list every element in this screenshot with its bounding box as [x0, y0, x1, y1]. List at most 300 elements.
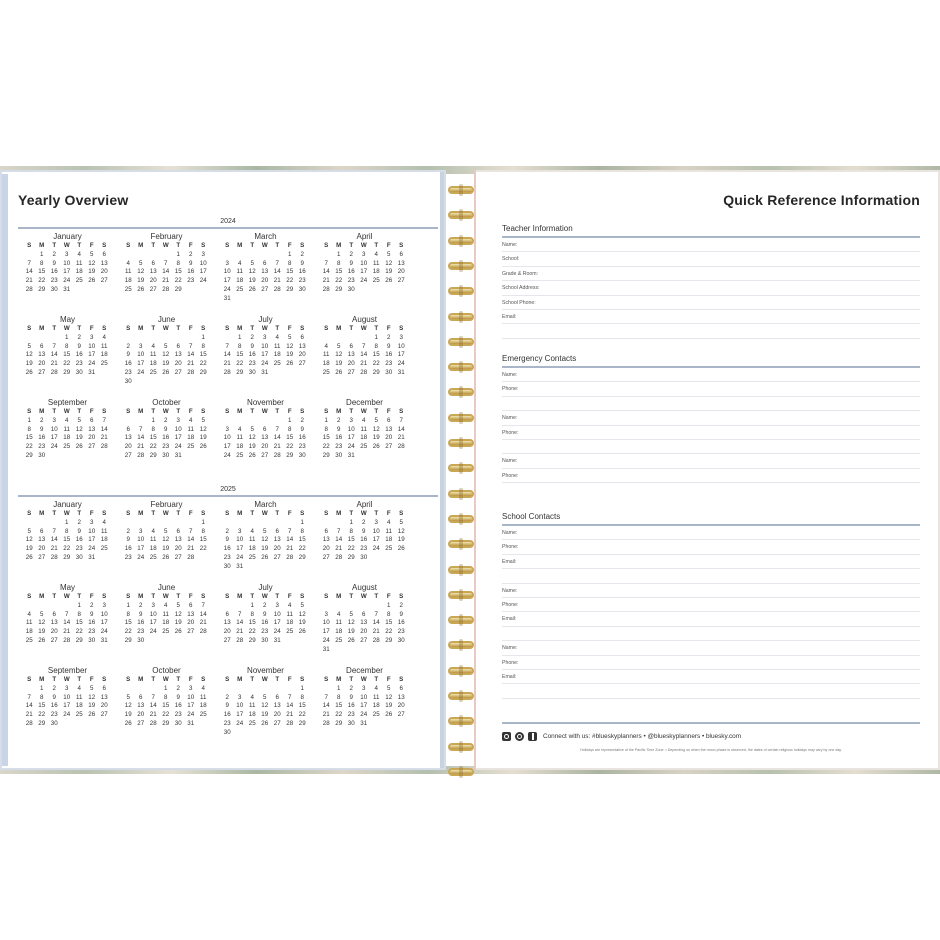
day-number: 18: [100, 351, 108, 359]
day-number: 25: [149, 368, 157, 376]
day-number: 23: [298, 277, 306, 285]
weekday-header: S: [324, 408, 329, 415]
spiral-ring: [448, 313, 474, 321]
day-grid: [122, 510, 216, 563]
day-number: 5: [374, 416, 378, 424]
month-calendar: [216, 232, 315, 315]
day-number: 1: [77, 601, 81, 609]
day-number: 31: [100, 636, 108, 644]
day-number: 7: [189, 342, 193, 350]
day-blank: [135, 519, 148, 528]
day-number: 3: [362, 250, 366, 258]
pinterest-icon[interactable]: [515, 732, 524, 741]
day-number: 7: [102, 416, 106, 424]
day-number: 9: [126, 351, 130, 359]
day-number: 26: [261, 719, 269, 727]
day-number: 21: [162, 277, 170, 285]
day-number: 9: [126, 536, 130, 544]
day-number: 31: [347, 451, 355, 459]
day-blank: [234, 417, 247, 426]
day-number: 23: [162, 443, 170, 451]
form-field-line[interactable]: Email:: [502, 310, 920, 324]
day-blank: [48, 602, 61, 611]
day-number: 31: [360, 719, 368, 727]
form-field-line[interactable]: Email:: [502, 555, 920, 569]
form-field-line[interactable]: School Address:: [502, 281, 920, 295]
day-number: 14: [162, 268, 170, 276]
day-number: 18: [236, 443, 244, 451]
day-grid: [23, 593, 117, 646]
day-number: 4: [362, 416, 366, 424]
blank-line[interactable]: [502, 569, 920, 583]
instagram-icon[interactable]: [502, 732, 511, 741]
day-number: 2: [250, 333, 254, 341]
month-calendar: [18, 398, 117, 481]
day-number: 3: [90, 518, 94, 526]
day-number: 22: [335, 711, 343, 719]
day-number: 17: [223, 277, 231, 285]
day-number: 8: [126, 610, 130, 618]
day-number: 1: [337, 684, 341, 692]
day-number: 8: [288, 259, 292, 267]
day-number: 17: [322, 628, 330, 636]
day-blank: [36, 602, 49, 611]
day-number: 3: [90, 333, 94, 341]
day-number: 3: [176, 416, 180, 424]
month-name: August: [352, 583, 377, 592]
day-number: 19: [25, 545, 33, 553]
day-number: 9: [300, 259, 304, 267]
day-number: 13: [397, 259, 405, 267]
day-number: 8: [164, 693, 168, 701]
day-number: 16: [223, 545, 231, 553]
day-blank: [259, 519, 272, 528]
weekday-header: M: [39, 408, 45, 415]
day-blank: [271, 251, 284, 260]
day-number: 10: [322, 619, 330, 627]
day-number: 30: [174, 719, 182, 727]
day-number: 24: [50, 443, 58, 451]
weekday-header: S: [399, 510, 404, 517]
day-number: 2: [126, 527, 130, 535]
day-number: 27: [38, 553, 46, 561]
form-field-line[interactable]: Name:: [502, 641, 920, 655]
weekday-header: S: [399, 325, 404, 332]
day-number: 17: [88, 351, 96, 359]
day-number: 8: [387, 610, 391, 618]
form-field-line[interactable]: Email:: [502, 612, 920, 626]
day-number: 10: [199, 259, 207, 267]
form-field-line[interactable]: Phone:: [502, 656, 920, 670]
day-number: 18: [248, 545, 256, 553]
day-blank: [23, 685, 36, 694]
day-number: 14: [50, 536, 58, 544]
day-number: 16: [174, 702, 182, 710]
weekday-header: T: [151, 510, 156, 517]
day-number: 20: [273, 711, 281, 719]
day-number: 24: [360, 277, 368, 285]
day-number: 28: [50, 368, 58, 376]
day-number: 28: [286, 553, 294, 561]
months-grid: [18, 500, 438, 749]
day-number: 21: [223, 360, 231, 368]
weekday-header: T: [349, 325, 354, 332]
month-calendar: [216, 315, 315, 398]
weekday-header: W: [261, 593, 268, 600]
day-number: 4: [337, 610, 341, 618]
day-number: 26: [397, 545, 405, 553]
day-number: 13: [38, 536, 46, 544]
weekday-header: S: [225, 408, 230, 415]
day-number: 8: [201, 342, 205, 350]
day-number: 12: [385, 259, 393, 267]
day-number: 15: [63, 351, 71, 359]
day-number: 25: [385, 545, 393, 553]
day-number: 27: [174, 368, 182, 376]
day-number: 11: [236, 268, 243, 276]
day-number: 19: [261, 711, 269, 719]
day-number: 27: [273, 553, 281, 561]
day-number: 21: [236, 628, 244, 636]
day-number: 9: [362, 527, 366, 535]
day-number: 8: [324, 425, 328, 433]
weekday-header: T: [349, 242, 354, 249]
weekday-header: F: [287, 593, 292, 600]
day-number: 21: [360, 360, 368, 368]
weekday-header: T: [77, 593, 82, 600]
teacher-information-section: [502, 224, 920, 339]
weekday-header: M: [336, 510, 342, 517]
day-grid: [320, 242, 414, 295]
month-calendar: [117, 583, 216, 666]
day-number: 9: [77, 527, 81, 535]
month-calendar: [315, 500, 414, 583]
day-number: 19: [75, 434, 83, 442]
form-field-line[interactable]: Name:: [502, 238, 920, 252]
spiral-ring: [448, 591, 474, 599]
day-number: 14: [25, 268, 33, 276]
day-number: 11: [26, 619, 33, 627]
day-number: 16: [137, 619, 145, 627]
day-blank: [234, 685, 247, 694]
day-number: 9: [387, 342, 391, 350]
day-number: 3: [238, 527, 242, 535]
day-number: 16: [347, 268, 355, 276]
day-number: 18: [372, 268, 380, 276]
day-number: 21: [137, 443, 145, 451]
day-number: 12: [261, 536, 269, 544]
weekday-header: M: [237, 676, 243, 683]
facebook-icon[interactable]: [528, 732, 537, 741]
weekday-header: F: [188, 676, 193, 683]
day-number: 17: [372, 536, 380, 544]
day-number: 22: [162, 711, 170, 719]
weekday-header: M: [138, 510, 144, 517]
weekday-header: S: [225, 242, 230, 249]
month-name: February: [150, 500, 183, 509]
day-number: 11: [286, 610, 293, 618]
day-blank: [36, 334, 49, 343]
blank-line[interactable]: [502, 397, 920, 411]
day-number: 3: [151, 601, 155, 609]
day-blank: [122, 251, 135, 260]
month-calendar: [315, 232, 414, 315]
day-number: 22: [63, 545, 71, 553]
day-number: 6: [387, 416, 391, 424]
day-number: 10: [261, 342, 269, 350]
day-number: 25: [286, 628, 294, 636]
weekday-header: F: [188, 408, 193, 415]
day-number: 5: [27, 342, 31, 350]
day-number: 20: [298, 351, 306, 359]
day-number: 15: [38, 702, 46, 710]
day-number: 15: [248, 619, 256, 627]
day-number: 20: [223, 628, 231, 636]
day-number: 26: [25, 553, 33, 561]
day-number: 10: [347, 425, 355, 433]
day-blank: [358, 602, 371, 611]
weekday-header: S: [225, 593, 230, 600]
day-number: 7: [65, 610, 69, 618]
form-field-line[interactable]: Email:: [502, 670, 920, 684]
day-number: 15: [162, 702, 170, 710]
day-number: 14: [187, 351, 195, 359]
month-calendar: [216, 583, 315, 666]
form-field-line[interactable]: Phone:: [502, 598, 920, 612]
day-number: 4: [374, 684, 378, 692]
weekday-header: W: [360, 325, 367, 332]
day-number: 3: [263, 333, 267, 341]
day-blank: [320, 251, 333, 260]
spiral-ring: [448, 338, 474, 346]
day-blank: [122, 334, 135, 343]
day-number: 25: [124, 285, 132, 293]
day-blank: [246, 251, 259, 260]
day-number: 3: [201, 250, 205, 258]
day-number: 17: [360, 702, 368, 710]
day-number: 22: [248, 628, 256, 636]
day-number: 7: [288, 527, 292, 535]
day-number: 1: [65, 518, 69, 526]
day-number: 21: [199, 619, 207, 627]
day-number: 16: [124, 545, 132, 553]
day-number: 23: [397, 628, 405, 636]
form-field-line[interactable]: Name:: [502, 368, 920, 382]
day-number: 24: [63, 277, 71, 285]
day-number: 10: [149, 610, 157, 618]
day-number: 29: [335, 285, 343, 293]
day-number: 12: [298, 610, 306, 618]
day-number: 26: [248, 285, 256, 293]
day-grid: [23, 242, 117, 295]
month-calendar: [216, 398, 315, 481]
spiral-ring: [448, 566, 474, 574]
month-name: March: [254, 500, 277, 509]
day-blank: [122, 519, 135, 528]
day-number: 30: [88, 636, 96, 644]
day-number: 24: [187, 711, 195, 719]
day-number: 5: [337, 342, 341, 350]
day-blank: [221, 334, 234, 343]
day-number: 1: [40, 250, 44, 258]
month-name: May: [59, 315, 76, 324]
form-field-line[interactable]: School Phone:: [502, 296, 920, 310]
footer-rule: [502, 722, 920, 724]
day-number: 30: [75, 368, 83, 376]
day-number: 22: [174, 277, 182, 285]
day-number: 5: [300, 601, 304, 609]
day-number: 20: [100, 268, 108, 276]
blank-line[interactable]: [502, 627, 920, 641]
day-number: 26: [162, 553, 170, 561]
day-number: 21: [187, 360, 195, 368]
day-number: 12: [286, 342, 294, 350]
weekday-header: W: [162, 408, 169, 415]
day-number: 14: [273, 434, 281, 442]
blank-line[interactable]: [502, 324, 920, 338]
day-blank: [221, 685, 234, 694]
weekday-header: S: [225, 676, 230, 683]
day-number: 30: [360, 553, 368, 561]
weekday-header: T: [176, 593, 181, 600]
day-number: 1: [387, 601, 391, 609]
weekday-header: T: [275, 676, 280, 683]
day-number: 28: [187, 553, 195, 561]
form-field-line[interactable]: Name:: [502, 411, 920, 425]
day-number: 26: [75, 443, 83, 451]
weekday-header: S: [300, 593, 305, 600]
weekday-header: M: [39, 593, 45, 600]
day-number: 19: [162, 360, 170, 368]
day-number: 10: [397, 342, 405, 350]
day-number: 18: [248, 711, 256, 719]
blank-line[interactable]: [502, 440, 920, 454]
day-number: 29: [124, 636, 132, 644]
month-name: December: [346, 666, 383, 675]
weekday-header: S: [300, 408, 305, 415]
day-number: 1: [288, 250, 292, 258]
day-number: 25: [149, 553, 157, 561]
day-number: 6: [189, 601, 193, 609]
form-field-line[interactable]: Name:: [502, 526, 920, 540]
day-number: 17: [261, 351, 269, 359]
form-field-line[interactable]: School:: [502, 252, 920, 266]
day-number: 22: [286, 277, 294, 285]
day-number: 27: [322, 553, 330, 561]
day-grid: [122, 593, 216, 646]
day-number: 29: [347, 553, 355, 561]
day-number: 28: [273, 285, 281, 293]
year-block: [18, 218, 438, 481]
day-number: 13: [149, 268, 157, 276]
day-grid: [122, 408, 216, 461]
weekday-header: T: [52, 408, 57, 415]
day-number: 7: [151, 693, 155, 701]
day-number: 28: [50, 553, 58, 561]
day-number: 18: [273, 351, 281, 359]
form-field-line[interactable]: Name:: [502, 454, 920, 468]
day-number: 15: [322, 434, 330, 442]
day-number: 7: [201, 601, 205, 609]
day-number: 17: [397, 351, 405, 359]
day-number: 3: [374, 518, 378, 526]
day-number: 12: [137, 268, 145, 276]
day-number: 9: [263, 610, 267, 618]
day-number: 7: [238, 610, 242, 618]
day-number: 12: [25, 536, 33, 544]
day-number: 5: [164, 527, 168, 535]
day-number: 17: [223, 443, 231, 451]
weekday-header: S: [324, 325, 329, 332]
weekday-header: M: [237, 325, 243, 332]
day-number: 22: [38, 711, 46, 719]
day-number: 12: [88, 693, 96, 701]
form-field-line[interactable]: Phone:: [502, 540, 920, 554]
day-number: 22: [347, 545, 355, 553]
day-number: 23: [248, 360, 256, 368]
day-number: 7: [324, 259, 328, 267]
day-number: 29: [385, 636, 393, 644]
month-name: May: [59, 583, 76, 592]
weekday-header: F: [386, 242, 391, 249]
month-calendar: [216, 666, 315, 749]
weekday-header: W: [360, 593, 367, 600]
day-blank: [147, 685, 160, 694]
day-number: 18: [124, 277, 132, 285]
month-calendar: [18, 315, 117, 398]
day-number: 14: [286, 536, 294, 544]
day-number: 24: [88, 360, 96, 368]
weekday-header: F: [287, 510, 292, 517]
day-number: 22: [124, 628, 132, 636]
form-field-line[interactable]: Grade & Room:: [502, 267, 920, 281]
day-number: 14: [372, 619, 380, 627]
day-number: 28: [199, 628, 207, 636]
form-field-line[interactable]: Phone:: [502, 469, 920, 483]
form-field-line[interactable]: Phone:: [502, 426, 920, 440]
day-number: 11: [373, 693, 380, 701]
day-number: 28: [223, 368, 231, 376]
day-number: 28: [372, 636, 380, 644]
form-field-line[interactable]: Name:: [502, 584, 920, 598]
day-number: 4: [77, 250, 81, 258]
blank-line[interactable]: [502, 684, 920, 698]
day-number: 16: [298, 268, 306, 276]
day-number: 28: [322, 719, 330, 727]
day-number: 11: [187, 425, 194, 433]
day-number: 13: [223, 619, 231, 627]
day-number: 29: [38, 285, 46, 293]
form-field-line[interactable]: Phone:: [502, 382, 920, 396]
day-number: 18: [25, 628, 33, 636]
day-number: 19: [88, 268, 96, 276]
day-number: 17: [63, 702, 71, 710]
day-number: 17: [137, 545, 145, 553]
day-number: 4: [102, 518, 106, 526]
day-blank: [135, 334, 148, 343]
weekday-header: W: [63, 242, 70, 249]
day-number: 18: [75, 702, 83, 710]
day-grid: [221, 676, 315, 738]
day-number: 14: [63, 619, 71, 627]
day-number: 21: [50, 545, 58, 553]
day-number: 10: [88, 342, 96, 350]
day-number: 5: [139, 259, 143, 267]
day-number: 1: [40, 684, 44, 692]
day-number: 9: [349, 259, 353, 267]
day-blank: [221, 602, 234, 611]
spiral-ring: [448, 692, 474, 700]
